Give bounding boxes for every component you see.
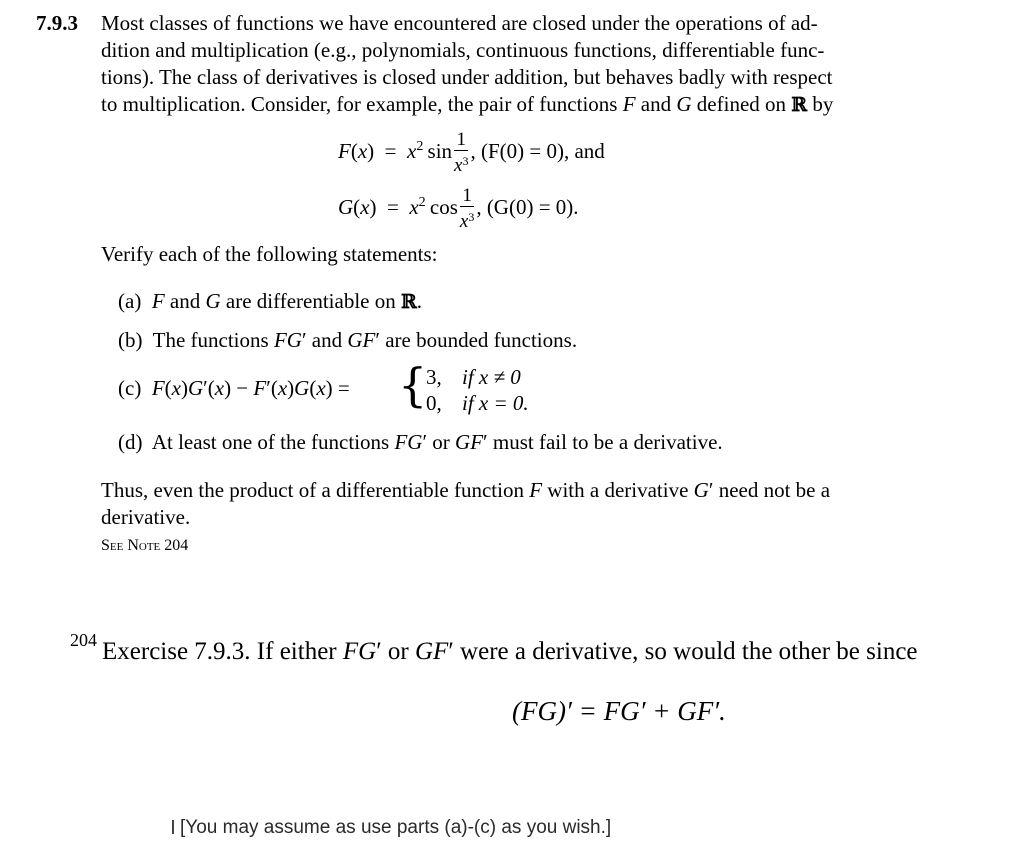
footnote-marker: 204 [70,630,97,650]
conclusion-line-2: derivative. [101,505,191,529]
intro-line-4-text: to multiplication. Consider, for example, the pair of functions [101,92,618,116]
case-1-cond: if x ≠ 0 [462,365,521,389]
fraction-1-over-x3-cos: $\frac{1}{x^3}$ [459,185,475,232]
footnote-post: were a derivative, so would the other be since [460,638,918,665]
item-d-label: (d) [118,430,143,454]
item-c: (c) F(x)G′(x) − F′(x)G(x) = [118,376,350,400]
footnote-text: Exercise 7.9.3. If either FG′ or GF′ were a derivative, so would the other be since [102,638,918,665]
item-d: (d) At least one of the functions FG′ or GF′ must fail to be a derivative. [118,430,723,454]
intro-line-2: dition and multiplication (e.g., polynomials, continuous functions, differentiable func- [101,38,825,62]
item-d-pre: At least one of the functions [151,430,390,454]
footnote-or: or [387,638,409,665]
item-d-or: or [432,430,450,454]
text-cursor [172,820,174,834]
intro-line-1: Most classes of functions we have encountered are closed under the operations of ad- [101,11,818,35]
hint-content: [You may assume as use parts (a)-(c) as you wish.] [180,817,612,838]
case-2 [426,390,529,417]
conclusion-pre: Thus, even the product of a differentiable function [101,478,524,502]
intro-by: by [812,92,834,116]
reals-symbol: ℝ [791,94,808,116]
see-note-label: See Note [101,537,161,554]
item-b-and: and [311,328,343,352]
var-F: F [622,92,636,116]
piecewise-brace: { [398,358,428,412]
item-b-pre: The functions [152,328,269,352]
F-definition-note: (F(0) = 0), and [480,138,605,163]
conclusion-post: need not be a [718,478,831,502]
item-b-post: are bounded functions. [385,328,578,352]
item-a-text: are differentiable on [225,289,396,313]
item-d-post: must fail to be a derivative. [492,430,723,454]
intro-defined: defined on [696,92,787,116]
case-2-cond: if x = 0. [462,391,529,415]
footnote-pre: Exercise 7.9.3. If either [102,638,337,665]
item-b: (b) The functions FG′ and GF′ are bounded functions. [118,328,578,352]
item-c-label: (c) [118,376,142,400]
case-2-value: 0, [426,391,442,415]
fraction-1-over-x3: $\frac{1}{x^3}$ [454,129,469,176]
item-a-label: (a) [118,289,142,313]
var-G: G [676,92,692,116]
intro-line-3: tions). The class of derivatives is closed under addition, but behaves badly with respect [101,65,833,89]
footnote-equation: (FG)′ = FG′ + GF′. [512,696,726,726]
case-1 [426,364,521,391]
verify-prompt: Verify each of the following statements: [101,242,438,266]
exercise-number: 7.9.3 [36,11,78,35]
conclusion-mid: with a derivative [547,478,689,502]
hint-text [172,817,611,839]
see-note-link[interactable] [101,537,188,555]
item-b-label: (b) [118,328,143,352]
conclusion-line-1: Thus, even the product of a differentiable function F with a derivative G′ need not be a [101,478,831,502]
G-definition-note: (G(0) = 0). [486,194,579,219]
intro-line-4 [101,91,833,119]
item-a: (a) F and G are differentiable on ℝ. [118,289,423,313]
F-definition: $F(x) = x^2$ sin $\frac{1}{x^3}$ , (F(0) = 0), and [338,129,605,176]
case-1-value: 3, [426,365,442,389]
see-note-number: 204 [164,537,189,554]
G-definition: $G(x) = x^2$ cos $\frac{1}{x^3}$ , (G(0) = 0). [338,185,579,232]
intro-and: and [640,92,672,116]
